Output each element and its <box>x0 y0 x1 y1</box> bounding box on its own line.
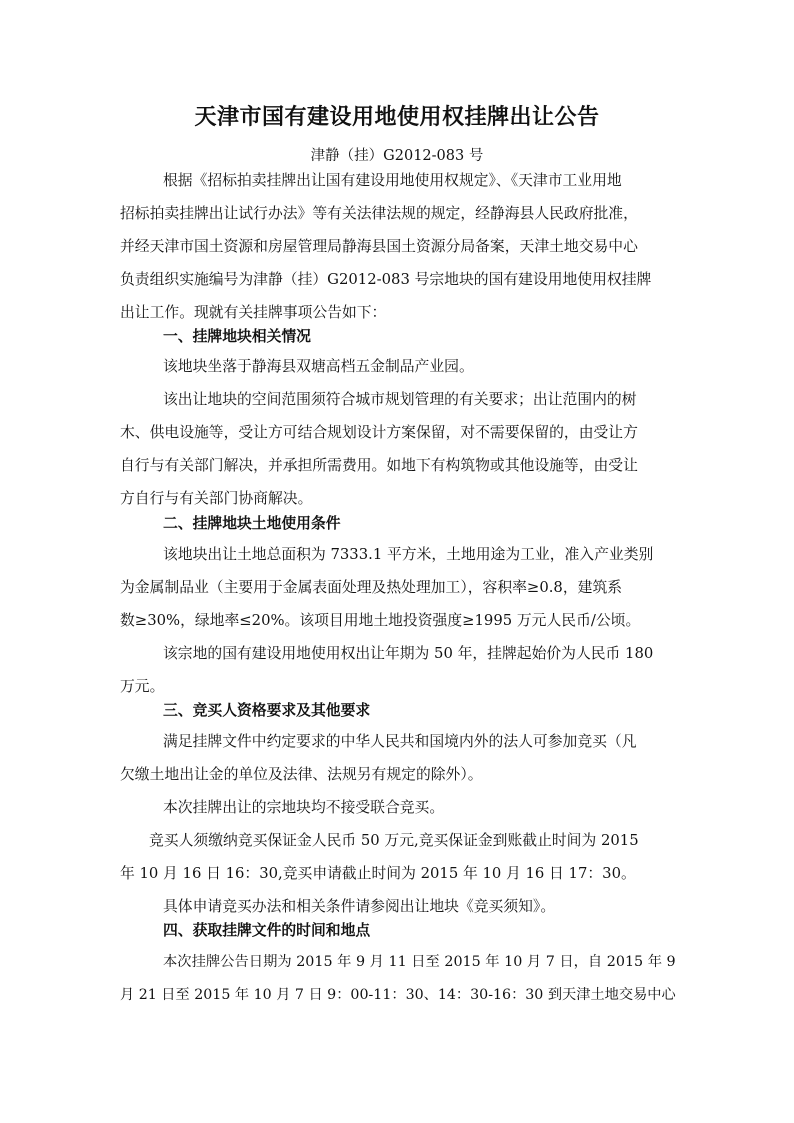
document-title: 天津市国有建设用地使用权挂牌出让公告 <box>194 105 600 130</box>
section-heading: 二、挂牌地块土地使用条件 <box>163 515 341 532</box>
paragraph-line: 满足挂牌文件中约定要求的中华人民共和国境内外的法人可参加竞买（凡 <box>163 733 637 750</box>
paragraph-line: 该地块坐落于静海县双塘高档五金制品产业园。 <box>163 358 474 375</box>
paragraph-line: 本次挂牌出让的宗地块均不接受联合竞买。 <box>163 799 445 816</box>
paragraph-line: 自行与有关部门解决，并承担所需费用。如地下有构筑物或其他设施等，由受让 <box>120 457 638 474</box>
document-number: 津静（挂）G2012-083 号 <box>310 148 484 164</box>
paragraph-line: 方自行与有关部门协商解决。 <box>120 490 313 507</box>
paragraph-line: 为金属制品业（主要用于金属表面处理及热处理加工），容积率≥0.8，建筑系 <box>120 579 623 596</box>
intro-line: 根据《招标拍卖挂牌出让国有建设用地使用权规定》、《天津市工业用地 <box>163 172 622 189</box>
paragraph-line: 竞买人须缴纳竞买保证金人民币 50 万元,竞买保证金到账截止时间为 2015 <box>149 832 639 849</box>
paragraph-line: 本次挂牌公告日期为 2015 年 9 月 11 日至 2015 年 10 月 7 日，自 2015 年 9 <box>163 954 676 970</box>
section-heading: 三、竞买人资格要求及其他要求 <box>163 702 371 719</box>
paragraph-line: 该宗地的国有建设用地使用权出让年期为 50 年，挂牌起始价为人民币 180 <box>163 645 654 662</box>
paragraph-line: 欠缴土地出让金的单位及法律、法规另有规定的除外）。 <box>120 766 483 783</box>
paragraph-line: 该出让地块的空间范围须符合城市规划管理的有关要求；出让范围内的树 <box>163 391 637 408</box>
section-heading: 一、挂牌地块相关情况 <box>163 328 311 345</box>
intro-line: 负责组织实施编号为津静（挂）G2012-083 号宗地块的国有建设用地使用权挂牌 <box>120 271 652 288</box>
paragraph-line: 木、供电设施等，受让方可结合规划设计方案保留，对不需要保留的，由受让方 <box>120 424 638 441</box>
paragraph-line: 月 21 日至 2015 年 10 月 7 日 9：00-11：30、14：30-16：30 到天津土地交易中心 <box>120 987 676 1003</box>
paragraph-line: 万元。 <box>120 678 165 695</box>
paragraph-line: 具体申请竞买办法和相关条件请参阅出让地块《竞买须知》。 <box>163 898 556 915</box>
paragraph-line: 数≥30%，绿地率≤20%。该项目用地土地投资强度≥1995 万元人民币/公顷。 <box>120 612 641 629</box>
intro-line: 出让工作。现就有关挂牌事项公告如下： <box>120 304 387 321</box>
paragraph-line: 年 10 月 16 日 16：30,竞买申请截止时间为 2015 年 10 月 16 日 17：30。 <box>120 865 636 882</box>
intro-line: 招标拍卖挂牌出让试行办法》等有关法律法规的规定，经静海县人民政府批准， <box>120 205 638 222</box>
intro-line: 并经天津市国土资源和房屋管理局静海县国土资源分局备案，天津土地交易中心 <box>120 238 638 255</box>
section-heading: 四、获取挂牌文件的时间和地点 <box>163 922 371 939</box>
paragraph-line: 该地块出让土地总面积为 7333.1 平方米，土地用途为工业，准入产业类别 <box>163 546 654 563</box>
